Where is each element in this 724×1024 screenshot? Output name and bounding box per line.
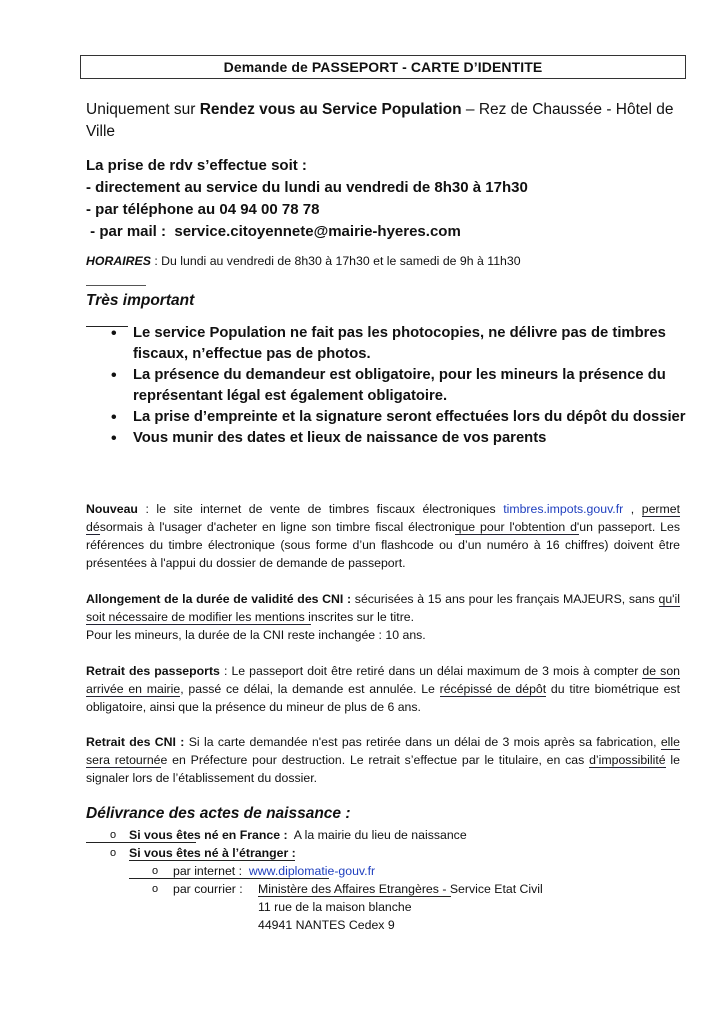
- list-item: [86, 826, 686, 844]
- list-item: [86, 898, 686, 916]
- delivrance-list: [86, 826, 686, 934]
- underline-stroke: [129, 860, 295, 861]
- list-item: [86, 862, 686, 880]
- intro-location-2: Ville: [86, 123, 116, 140]
- intro-location-1: Rez de Chaussée - Hôtel de: [478, 101, 674, 118]
- retrait-passeports-label: Retrait des passeports: [86, 664, 220, 678]
- list-item: [86, 916, 686, 934]
- born-france-text: A la mairie du lieu de naissance: [293, 828, 467, 842]
- address-line-3: 44941 NANTES Cedex 9: [258, 918, 395, 932]
- appointment-direct: - directement au service du lundi au vendredi de 8h30 à 17h30: [86, 179, 528, 196]
- retrait-cni-paragraph: [86, 733, 680, 787]
- retrait-cni-text-2: e en Préfecture pour destruction. Le retrait s’effectue par le titulaire, en cas: [160, 753, 590, 767]
- allongement-label: Allongement de la durée de validité des CNI :: [86, 592, 352, 606]
- important-heading: Très important: [86, 292, 195, 309]
- list-item: • La présence du demandeur est obligatoire, pour les mineurs la présence du représentant légal est également obligatoire.: [107, 365, 697, 407]
- list-item: [86, 844, 686, 862]
- underline-stroke: [86, 842, 196, 843]
- nouveau-paragraph: [86, 500, 680, 572]
- retrait-passeports-underline-2: récépissé de dépôt: [439, 682, 547, 696]
- list-item: • Vous munir des dates et lieux de naissance de vos parents: [107, 428, 697, 449]
- divider-line: [86, 285, 146, 286]
- nouveau-text-2: ,: [623, 502, 642, 516]
- retrait-cni-text-1: Si la carte demandée n'est pas retirée dans un délai de 3 mois après sa fabrication,: [184, 735, 661, 749]
- nouveau-text-3: sormais à l'usager d'acheter en ligne son timbre fiscal électroni: [99, 520, 455, 534]
- circle-bullet-icon: o: [152, 865, 159, 877]
- nouveau-text-1: : le site internet de vente de timbres fiscaux électroniques: [137, 502, 504, 516]
- allongement-paragraph: [86, 590, 680, 644]
- underline-stroke: [129, 878, 329, 879]
- nouveau-text-4: un passeport. Les références du timbre électronique (sous forme d’un flashcode ou d’un numéro à 16 chiffres) doivent être présentées à l'appui du dossier de demande de passeport.: [86, 520, 680, 570]
- nouveau-underline-1: permet dé: [86, 502, 681, 534]
- retrait-cni-underline-1: elle sera retourné: [86, 735, 680, 767]
- appointment-block: [86, 155, 646, 243]
- born-france-label: Si vous êtes né en France :: [129, 828, 288, 842]
- appointment-heading: La prise de rdv s’effectue soit :: [86, 157, 307, 174]
- circle-bullet-icon: o: [110, 829, 117, 841]
- opening-hours-label: HORAIRES: [86, 254, 151, 268]
- born-abroad-label: Si vous êtes né à l’étranger :: [129, 846, 296, 860]
- opening-hours-text: : Du lundi au vendredi de 8h30 à 17h30 et le samedi de 9h à 11h30: [150, 254, 521, 268]
- courrier-label: par courrier :: [173, 882, 243, 896]
- opening-hours: [86, 253, 521, 270]
- retrait-cni-text-3: le signaler lors de l’établissement du dossier.: [86, 753, 680, 785]
- internet-label: par internet :: [173, 864, 243, 878]
- allongement-underline: qu'il soit nécessaire de modifier les mentions i: [86, 592, 680, 624]
- list-item: • La prise d’empreinte et la signature seront effectuées lors du dépôt du dossier: [107, 407, 697, 428]
- nouveau-label: Nouveau: [86, 502, 138, 516]
- important-list: [107, 323, 697, 449]
- circle-bullet-icon: o: [152, 883, 159, 895]
- circle-bullet-icon: o: [110, 847, 117, 859]
- retrait-cni-label: Retrait des CNI :: [86, 735, 185, 749]
- retrait-cni-underline-2: d’impossibilité: [589, 753, 666, 767]
- underline-stroke: [258, 896, 451, 897]
- allongement-text-3: Pour les mineurs, la durée de la CNI reste inchangée : 10 ans.: [86, 628, 426, 642]
- allongement-text-2: nscrites sur le titre.: [310, 610, 415, 624]
- address-line-2: 11 rue de la maison blanche: [258, 900, 412, 914]
- retrait-passeports-underline-1: de son arrivée en mairie: [86, 664, 680, 696]
- diplomatie-link[interactable]: www.diplomatie-gouv.fr: [248, 864, 376, 878]
- appointment-mail: - par mail : service.citoyennete@mairie-hyeres.com: [86, 223, 461, 240]
- retrait-passeports-text-3: du titre biométrique est obligatoire, ainsi que la présence du mineur de plus de 6 ans.: [86, 682, 680, 714]
- timbres-impots-link[interactable]: timbres.impots.gouv.fr: [503, 502, 624, 516]
- intro-dash: –: [461, 101, 479, 118]
- list-item: • Le service Population ne fait pas les photocopies, ne délivre pas de timbres fiscaux, n’effectue pas de photos.: [107, 323, 697, 365]
- intro-prefix: Uniquement sur: [86, 101, 200, 118]
- retrait-passeports-text-2: , passé ce délai, la demande est annulée. Le: [180, 682, 440, 696]
- intro-service-name: Rendez vous au Service Population: [199, 101, 462, 118]
- delivrance-heading: Délivrance des actes de naissance :: [86, 805, 351, 822]
- appointment-phone: - par téléphone au 04 94 00 78 78: [86, 201, 320, 218]
- nouveau-underline-2: que pour l'obtention d': [454, 520, 580, 534]
- allongement-text-1: sécurisées à 15 ans pour les français MAJEURS, sans: [351, 592, 659, 606]
- intro-paragraph: [86, 99, 676, 143]
- retrait-passeports-text-1: : Le passeport doit être retiré dans un délai maximum de 3 mois à compter: [219, 664, 643, 678]
- retrait-passeports-paragraph: [86, 662, 680, 716]
- list-item: [86, 880, 686, 898]
- document-title: Demande de PASSEPORT - CARTE D’IDENTITE: [80, 55, 686, 79]
- address-line-1: Ministère des Affaires Etrangères - Service Etat Civil: [258, 882, 543, 896]
